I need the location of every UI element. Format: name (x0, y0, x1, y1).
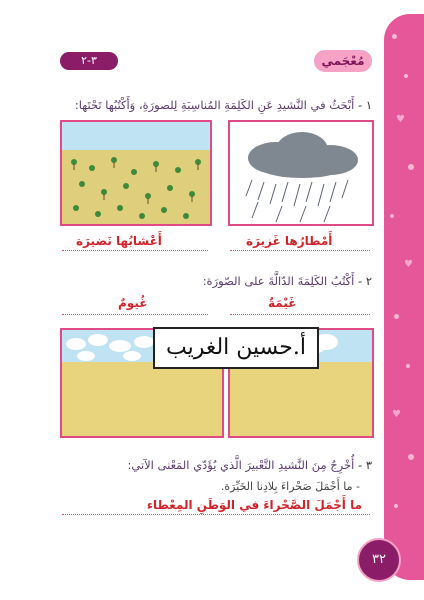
q3-answer: ما أَجْمَلَ الصَّحْراءَ في الوَطَنِ المِعْطاء (146, 498, 362, 512)
q2-answer-right: غَيْمَةٌ (268, 296, 297, 310)
rain-clouds-image (228, 120, 374, 226)
q1-answer-right: أَمْطارُها غَزيرَة (246, 234, 333, 248)
question-3-text: أُخْرِجُ مِنَ النَّشيدِ التَّعْبيرَ الَّذي يُؤَدّي المَعْنى الآتي: (127, 458, 355, 472)
rain-clouds-illustration (230, 122, 372, 224)
q2-answer-left: غُيومٌ (118, 296, 148, 310)
question-3 (127, 458, 372, 472)
chapter-badge: ٣-٢ (60, 52, 118, 70)
answer-line (62, 314, 208, 315)
grass-field-image (60, 120, 212, 226)
page-number: ٣٢ (357, 538, 401, 582)
topic-heading: مُعْجَمي (314, 50, 372, 72)
question-2-text: أَكْتُبُ الكَلِمَةَ الدّالَّةَ على الصّورَة: (202, 274, 355, 288)
answer-line (230, 314, 370, 315)
author-name-overlay: أ.حسين الغريب (153, 327, 319, 369)
q1-answer-left: أَعْشابُها نَضيرَة (76, 234, 162, 248)
grass-field-illustration (62, 122, 210, 224)
question-3-number: ٣ - (358, 458, 372, 472)
question-2-number: ٢ - (358, 274, 372, 288)
answer-line (62, 514, 370, 515)
answer-line (62, 250, 208, 251)
question-1 (75, 98, 372, 112)
answer-line (230, 250, 370, 251)
decorative-side-band: ♥ ♥ ♥ (384, 14, 424, 580)
question-2 (203, 274, 372, 288)
question-3-prompt: - ما أَجْمَلَ صَحْراءَ بِلادِنا الخَيِّرَة. (220, 480, 360, 493)
question-1-number: ١ - (358, 98, 372, 112)
question-1-text: أَبْحَثُ في النَّشيدِ عَنِ الكَلِمَةِ المُناسِبَةِ لِلصورَةِ، وَأَكْتُبُها تَحْتَها: (74, 98, 355, 112)
